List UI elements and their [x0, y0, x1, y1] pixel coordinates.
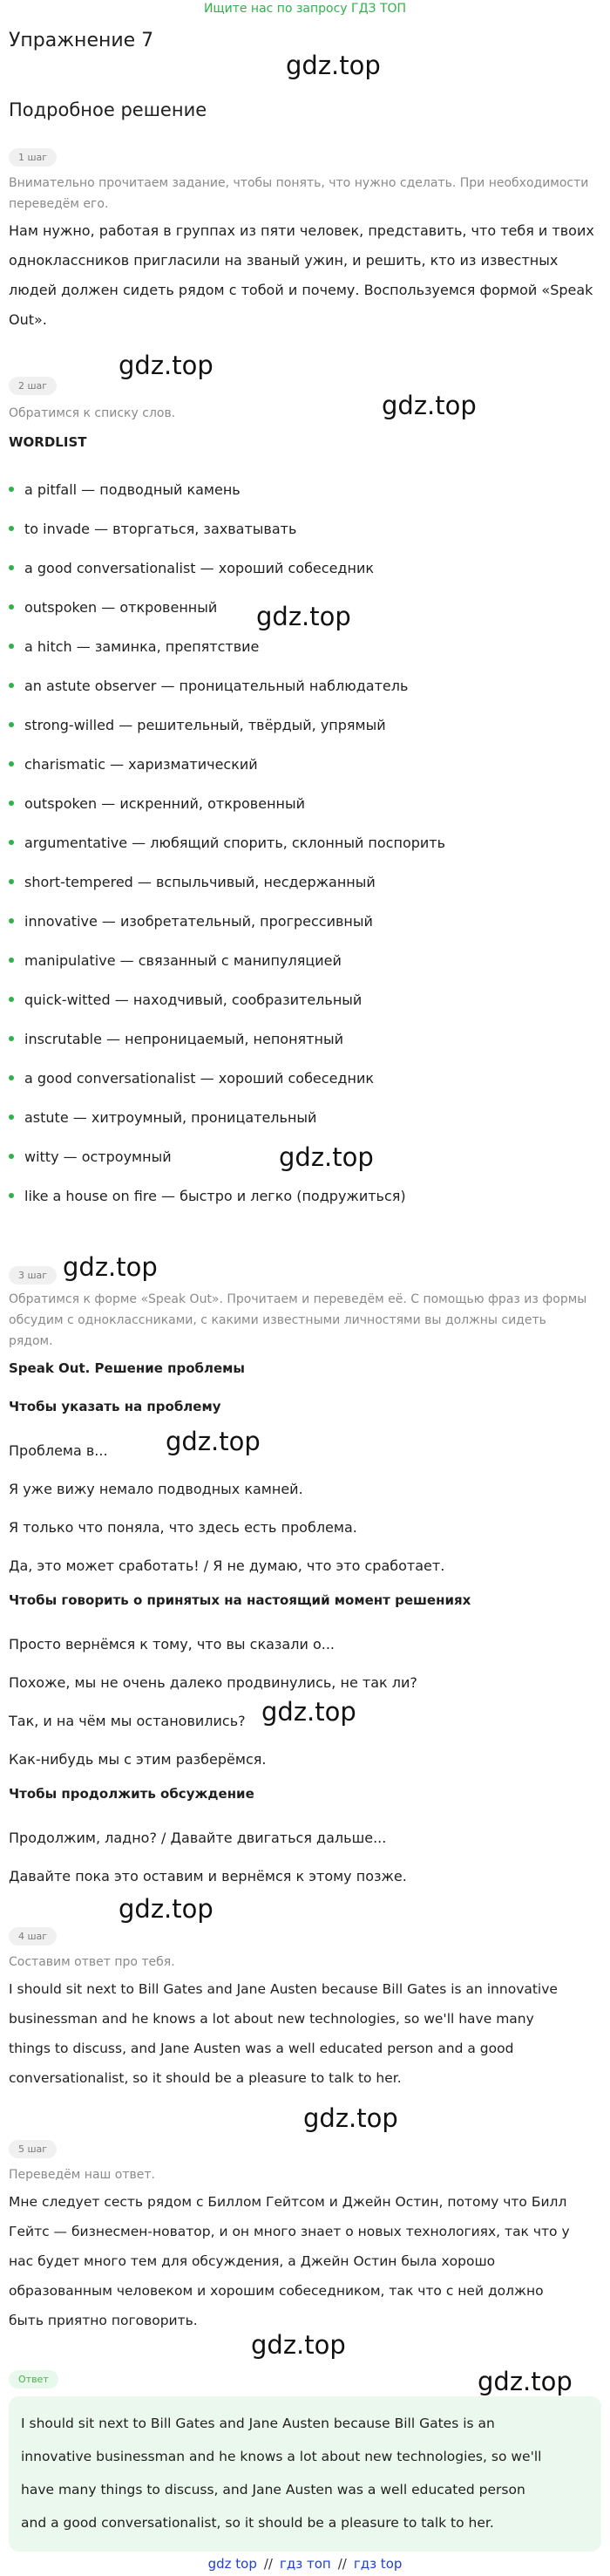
watermark: gdz.top [261, 1697, 356, 1727]
watermark: gdz.top [382, 391, 477, 420]
solution-heading: Подробное решение [9, 99, 207, 120]
watermark: gdz.top [251, 2330, 346, 2360]
step-note: Обратимся к форме «Speak Out». Прочитаем и переведём её. С помощью фраз из формы обсудим с одноклассниками, с какими известными личностями вы должны сидеть рядом. [9, 1292, 587, 1348]
answer-badge: Ответ [9, 2370, 58, 2389]
list-item: quick-witted — находчивый, сообразительный [9, 992, 362, 1008]
list-item: short-tempered — вспыльчивый, несдержанный [9, 874, 376, 890]
section-lines: Продолжим, ладно? / Давайте двигаться дальше... Давайте пока это оставим и вернёмся к этому позже. [9, 1830, 407, 1884]
watermark: gdz.top [256, 602, 351, 631]
section-lines: Просто вернёмся к тому, что вы сказали о... Похоже, мы не очень далеко продвинулись, не так ли? Так, и на чём мы остановились? Как-нибудь мы с этим разберёмся. [9, 1636, 417, 1768]
step-badge: 3 шаг [9, 1266, 57, 1285]
list-item: like a house on fire — быстро и легко (подружиться) [9, 1188, 406, 1204]
step-badge: 5 шаг [9, 2140, 57, 2158]
list-item: a good conversationalist — хороший собеседник [9, 1070, 374, 1087]
watermark: gdz.top [279, 1142, 374, 1172]
wordlist-heading: WORDLIST [9, 434, 87, 450]
list-item: manipulative — связанный с манипуляцией [9, 952, 342, 969]
watermark: gdz.top [286, 51, 381, 80]
section-title: Чтобы продолжить обсуждение [9, 1786, 254, 1802]
list-item: strong-willed — решительный, твёрдый, упрямый [9, 717, 386, 733]
list-item: an astute observer — проницательный наблюдатель [9, 678, 408, 694]
step-note: Составим ответ про тебя. [9, 1955, 175, 1969]
footer-link[interactable]: гдз топ [279, 2556, 331, 2572]
list-item: a hitch — заминка, препятствие [9, 638, 259, 655]
watermark: gdz.top [166, 1427, 261, 1456]
step-badge: 1 шаг [9, 148, 57, 167]
section-title: Чтобы указать на проблему [9, 1399, 221, 1414]
page-title: Упражнение 7 [9, 30, 154, 51]
list-item: a good conversationalist — хороший собеседник [9, 560, 374, 576]
step-note: Внимательно прочитаем задание, чтобы понять, что нужно сделать. При необходимости переведём его. [9, 176, 589, 211]
list-item: charismatic — харизматический [9, 756, 258, 773]
list-item: innovative — изобретательный, прогрессивный [9, 913, 373, 930]
section-title: Чтобы говорить о принятых на настоящий момент решениях [9, 1592, 471, 1608]
search-hint-banner: Ищите нас по запросу ГДЗ ТОП [203, 2, 407, 16]
watermark: gdz.top [63, 1252, 158, 1282]
answer-box [9, 2396, 601, 2552]
answer-text: I should sit next to Bill Gates and Jane Austen because Bill Gates is an innovative businessman and he knows a lot about new technologies, so we'll have many things to discuss, and Jane Austen was a well educated person and a good conversationalist, so it should be a pleasure to talk to her. [21, 2416, 542, 2531]
watermark: gdz.top [303, 2103, 398, 2133]
list-item: witty — остроумный [9, 1148, 172, 1165]
watermark: gdz.top [119, 1894, 214, 1924]
watermark: gdz.top [119, 351, 214, 380]
step-text: I should sit next to Bill Gates and Jane Austen because Bill Gates is an innovative businessman and he knows a lot about new technologies, so we'll have many things to discuss, and Jane Austen was a well educated person and a good conversationalist, so it should be a pleasure to talk to her. [9, 1981, 558, 2086]
watermark: gdz.top [478, 2367, 573, 2396]
list-item: outspoken — искренний, откровенный [9, 795, 305, 812]
form-title: Speak Out. Решение проблемы [9, 1360, 245, 1376]
step-text: Мне следует сесть рядом с Биллом Гейтсом и Джейн Остин, потому что Билл Гейтс — бизнесмен-новатор, и он много знает о новых технологиях, так что у нас будет много тем для обсуждения, а Джейн Остин была хорошо образованным человеком и хорошим собеседником, так что с ней должно быть приятно поговорить. [9, 2194, 570, 2328]
step-note: Переведём наш ответ. [9, 2168, 155, 2182]
list-item: a pitfall — подводный камень [9, 481, 241, 498]
footer-link[interactable]: гдз top [353, 2556, 403, 2572]
list-item: argumentative — любящий спорить, склонный поспорить [9, 835, 445, 851]
list-item: to invade — вторгаться, захватывать [9, 521, 296, 537]
footer-links: gdz top // гдз топ // гдз top [207, 2556, 403, 2572]
step-text: Нам нужно, работая в группах из пяти человек, представить, что тебя и твоих одноклассников пригласили на званый ужин, и решить, кто из известных людей должен сидеть рядом с тобой и почему. Воспользуемся формой «Speak Out». [9, 222, 594, 328]
list-item: outspoken — откровенный [9, 599, 217, 616]
list-item: astute — хитроумный, проницательный [9, 1109, 316, 1126]
step-badge: 2 шаг [9, 377, 57, 395]
footer-link[interactable]: gdz top [207, 2556, 257, 2572]
section-lines: Проблема в... Я уже вижу немало подводных камней. Я только что поняла, что здесь есть проблема. Да, это может сработать! / Я не думаю, что это сработает. [9, 1442, 445, 1574]
list-item: inscrutable — непроницаемый, непонятный [9, 1031, 343, 1047]
step-note: Обратимся к списку слов. [9, 406, 176, 420]
step-badge: 4 шаг [9, 1927, 57, 1946]
